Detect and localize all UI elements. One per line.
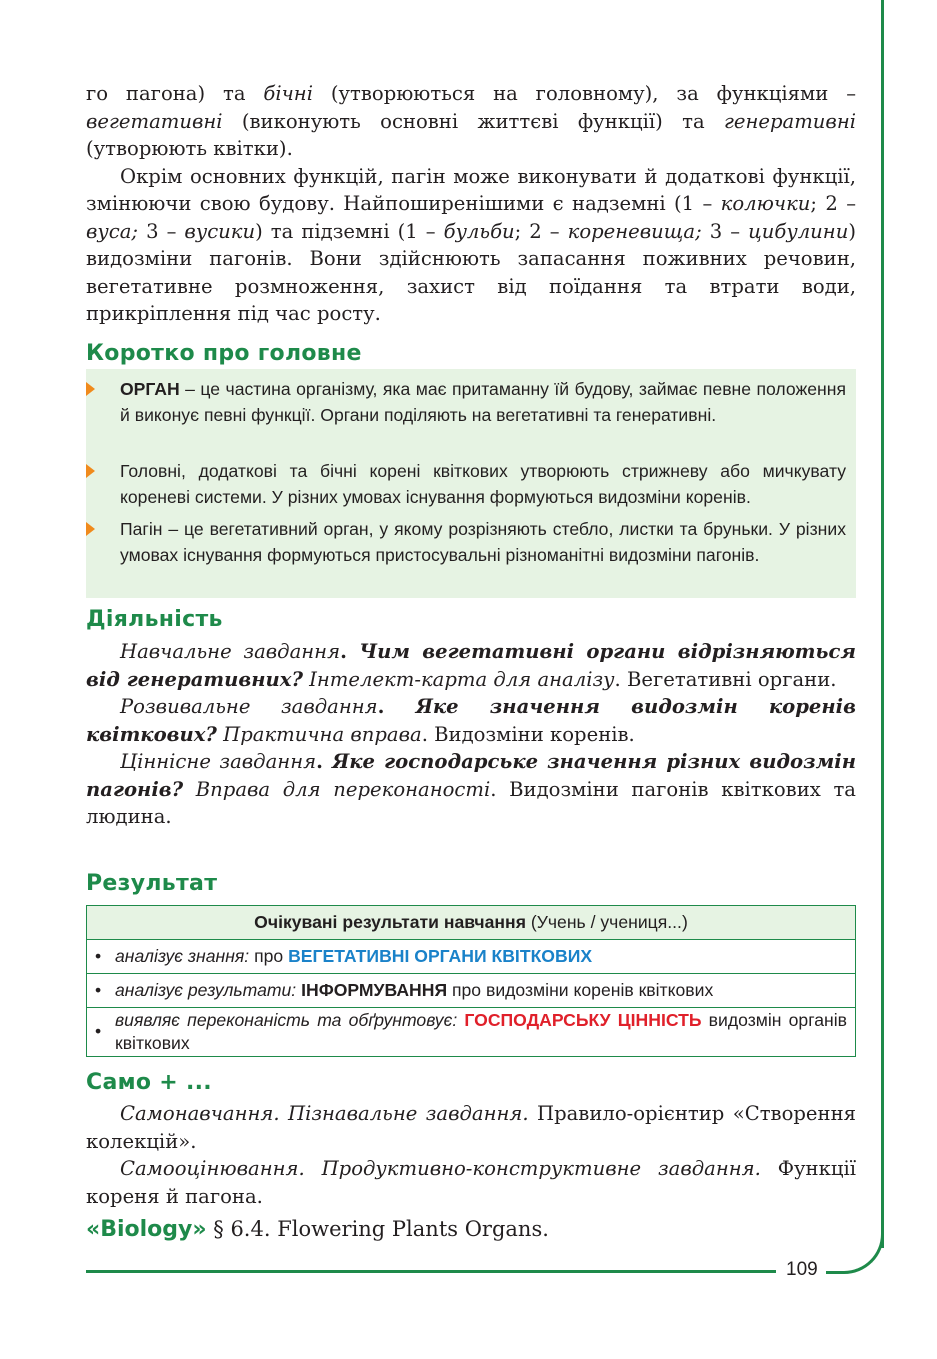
self-text [86,1100,856,1210]
activity-task-1: Навчальне завдання. Чим вегетативні органи відрізняються від генеративних? Інтелект-карта для аналізу. Вегетативні органи. [86,640,856,691]
results-table [86,905,856,1057]
intro-text [86,80,856,328]
page-frame-right-line [881,0,884,1248]
activity-task-3: Ціннісне завдання. Яке господарське значення різних видозмін пагонів? Вправа для переконаності. Видозміни пагонів квіткових та людина. [86,750,856,828]
table-cell: • аналізує знання: про ВЕГЕТАТИВНІ ОРГАНИ КВІТКОВИХ [87,940,856,974]
orange-triangle-bullet-icon [86,382,95,396]
orange-triangle-bullet-icon [86,464,95,478]
summary-item-3: Пагін – це вегетативний орган, у якому розрізняють стебло, листки та бруньки. У різних умовах існування формуються пристосувальні різноманітні видозміни пагонів. [120,519,846,565]
self-line-2: Самооцінювання. Продуктивно-конструктивне завдання. Функції кореня й пагона. [86,1157,856,1208]
table-header-cell: Очікувані результати навчання (Учень / учениця...) [87,906,856,940]
page-number: 109 [786,1259,818,1280]
orange-triangle-bullet-icon [86,522,95,536]
self-line-1: Самонавчання. Пізнавальне завдання. Правило-орієнтир «Створення колекцій». [86,1102,856,1153]
table-row [87,1008,856,1057]
activity-task-2: Розвивальне завдання. Яке значення видозмін коренів квіткових? Практична вправа. Видозміни коренів. [86,695,856,746]
activity-text [86,638,856,831]
table-header-row [87,906,856,940]
page-frame-corner [826,1216,884,1274]
intro-paragraph-1: го пагона) та бічні (утворюються на головному), за функціями – вегетативні (виконують основні життєві функції) та генеративні (утворюють квітки). [86,82,856,160]
table-row [87,940,856,974]
summary-box [86,369,856,598]
intro-paragraph-2: Окрім основних функцій, пагін може виконувати й додаткові функції, змінюючи свою будову. Найпоширенішими є надземні (1 – колючки; 2 – вуса; 3 – вусики) та підземні (1 – бульби; 2 – кореневища; 3 – цибулини) видозміни пагонів. Вони здійснюють запасання поживних речовин, вегетативне розмноження, захист від поїдання та втрати води, прикріплення під час росту. [86,164,856,325]
table-row [87,974,856,1008]
footer-rule [86,1270,776,1273]
activity-heading: Діяльність [86,607,223,632]
biology-reference: «Biology» § 6.4. Flowering Plants Organs. [86,1217,549,1242]
summary-heading: Коротко про головне [86,341,362,366]
summary-item-2: Головні, додаткові та бічні корені квіткових утворюють стрижневу або мичкувату кореневі системи. У різних умовах існування формуються видозміни коренів. [120,461,846,507]
table-cell: • аналізує результати: ІНФОРМУВАННЯ про видозміни коренів квіткових [87,974,856,1008]
self-heading: Само + ... [86,1070,212,1095]
summary-item-1: ОРГАН – це частина організму, яка має притаманну їй будову, займає певне положення й виконує певні функції. Органи поділяють на вегетативні та генеративні. [120,379,846,425]
result-heading: Результат [86,871,218,896]
table-cell: • виявляє переконаність та обґрунтовує: ГОСПОДАРСЬКУ ЦІННІСТЬ видозмін органів квіткових [87,1008,856,1057]
